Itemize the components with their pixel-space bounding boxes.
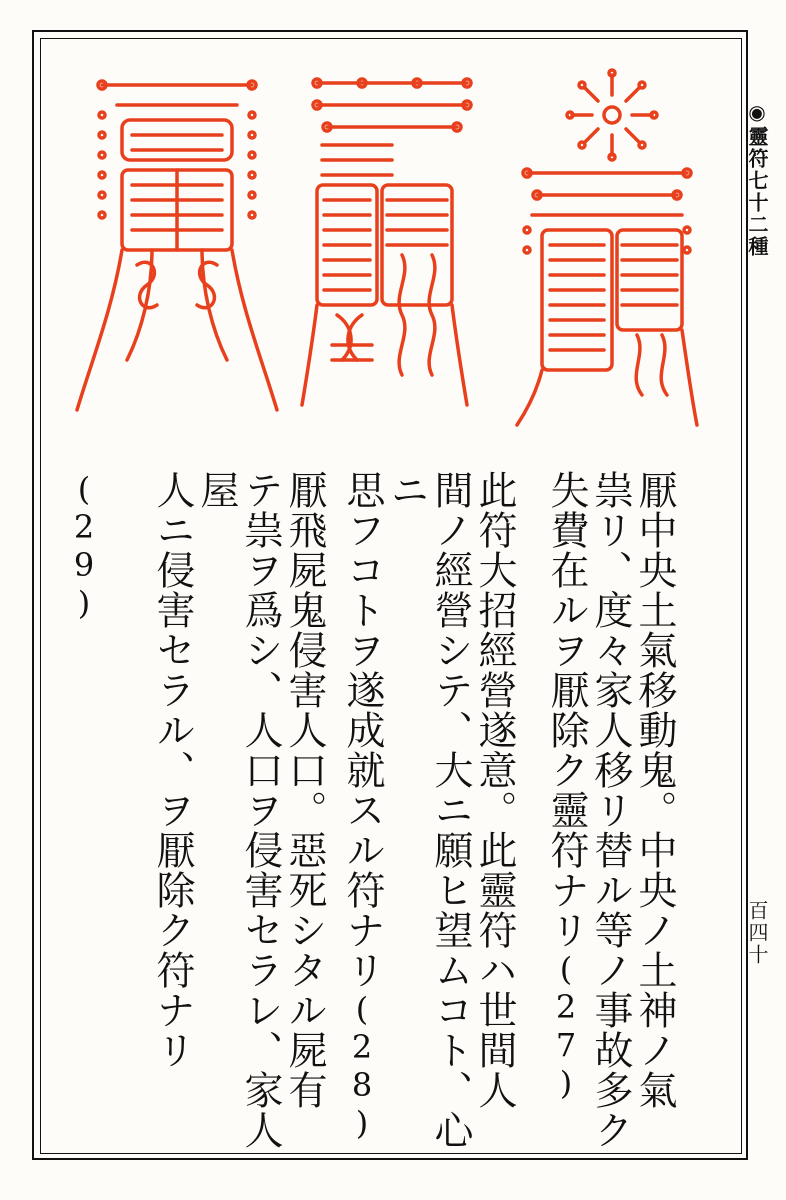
entry-27-line-1: 厭中央土氣移動鬼。中央ノ土神ノ氣 bbox=[632, 470, 677, 1110]
entry-28 bbox=[340, 470, 516, 1150]
page-number: 百四十 bbox=[745, 900, 769, 966]
entry-28-marker: (28) bbox=[343, 990, 381, 1142]
running-head: ◉靈符七十二種 bbox=[745, 100, 769, 258]
entry-29-marker: (29) bbox=[65, 470, 103, 622]
entry-28-line-2: 間ノ經營シテ、大ニ願ヒ望ムコト、心ニ bbox=[384, 470, 473, 1150]
entry-27-marker: (27) bbox=[547, 950, 585, 1102]
entry-29 bbox=[150, 470, 326, 1150]
talisman-28 bbox=[302, 79, 471, 405]
entry-27-line-3: 失費在ルヲ厭除ク靈符ナリ(27) bbox=[544, 470, 589, 1102]
entry-28-line-3: 思フコトヲ遂成就スル符ナリ(28) bbox=[340, 470, 385, 1142]
talisman-27 bbox=[517, 70, 697, 425]
entry-29-line-2: テ祟ヲ爲シ、人口ヲ侵害セラレ、家人屋 bbox=[194, 470, 283, 1150]
entry-29-line-1: 厭飛屍鬼侵害人口。惡死シタル屍有 bbox=[282, 470, 327, 1110]
entry-28-line-1: 此符大招經營遂意。此靈符ハ世間人 bbox=[472, 470, 517, 1110]
entry-27-line-2: 祟リ、度々家人移リ替ル等ノ事故多ク bbox=[588, 470, 633, 1150]
talisman-row bbox=[62, 55, 712, 445]
talisman-29 bbox=[77, 81, 277, 410]
entry-27 bbox=[544, 470, 676, 1150]
entry-29-line-3: 人ニ侵害セラル、ヲ厭除ク符ナリ bbox=[150, 470, 195, 1070]
